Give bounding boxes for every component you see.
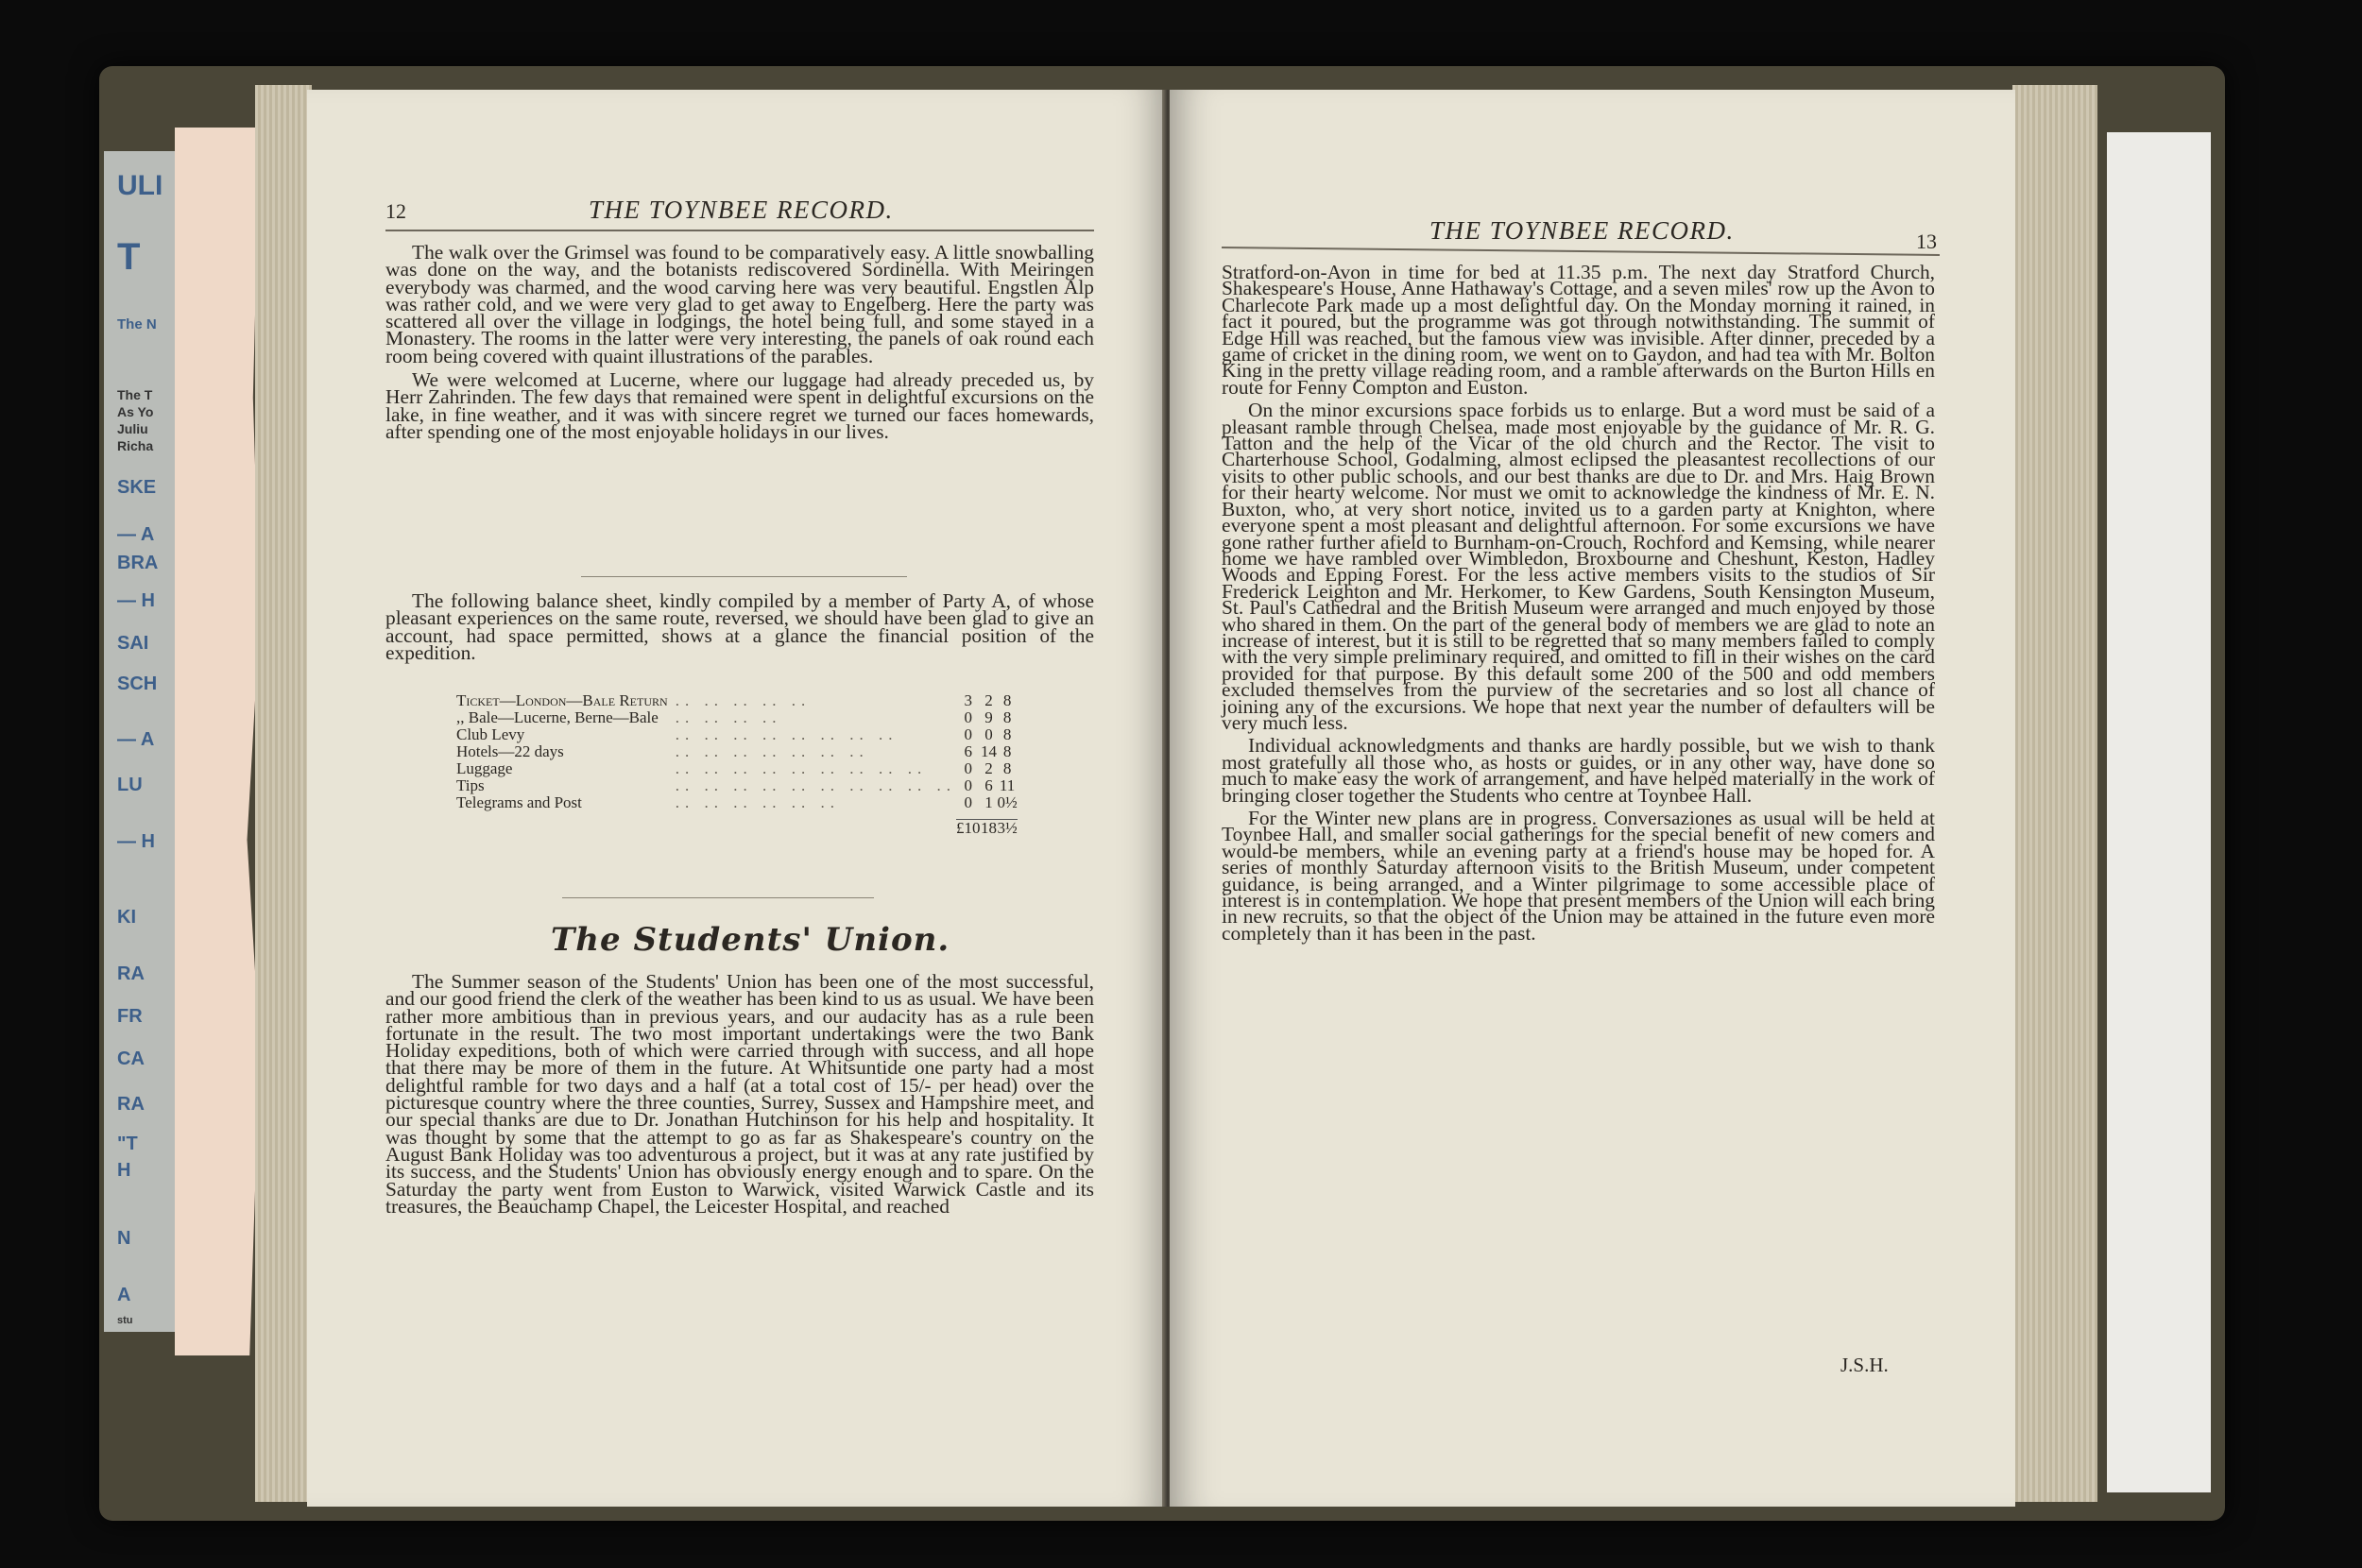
- text-block-top: [385, 241, 1094, 447]
- stub-fragment: T: [117, 236, 141, 278]
- stub-fragment: H: [117, 1160, 131, 1181]
- table-row: Telegrams and Post .. .. .. .. .. .. 0 1 0½: [456, 793, 1018, 811]
- paragraph: The following balance sheet, kindly compiled by a member of Party A, of whose pleasant experiences on the same route, reversed, we should have been glad to give an account, had space permitted, shows at a glance the financial position of the expedition.: [385, 589, 1094, 664]
- torn-pink-paper: [175, 128, 260, 1355]
- page-number: 12: [385, 199, 406, 223]
- stub-fragment: KI: [117, 907, 136, 928]
- table-row: Hotels—22 days .. .. .. .. .. .. .. 6 14 8: [456, 742, 1012, 760]
- stub-fragment: ULI: [117, 170, 163, 201]
- union-text: [385, 970, 1094, 1221]
- stub-fragment: RA: [117, 1094, 145, 1115]
- balance-total-row: [456, 819, 1018, 837]
- stub-fragment: SAI: [117, 633, 149, 654]
- paragraph: The Summer season of the Students' Union has been one of the most successful, and our good friend the clerk of the weather has been kind to us as usual. We have been rather more ambitious than in previous years, and our audacity has as a rule been fortunate in the result. The two most important undertakings were the two Bank Holiday expeditions, both of which were carried through with success, and all hope that there may be more of them in the future. At Whitsuntide one party had a most delightful ramble for two days and a half (at a total cost of 15/- per head) over the picturesque country where the three counties, Surrey, Sussex and Hampshire meet, and our special thanks are due to Dr. Jonathan Hutchinson for his help and hospitality. It was thought by some that the attempt to go as far as Shakespeare's country on the August Bank Holiday was too adventurous a project, but it was at any rate justified by its success, and the Students' Union has obviously energy enough and to spare. On the Saturday the party went from Euston to Warwick, visited Warwick Castle and its treasures, the Beauchamp Chapel, the Leicester Hospital, and reached: [385, 970, 1094, 1218]
- stub-fragment: Juliu: [117, 421, 148, 436]
- paragraph: The walk over the Grimsel was found to be comparatively easy. A little snowballing was done on the way, and the botanists rediscovered Sordinella. With Meiringen everybody was charmed, and the wood carving here was very beautiful. Engstlen Alp was rather cold, and we were very glad to get away to Engelberg. Here the party was scattered all over the village in lodgings, the hotel being full, and some stayed in a Monastery. The rooms in the latter were very interesting, the panels of oak round each room being covered with quaint illustrations of the parables.: [385, 241, 1094, 367]
- right-page: [1170, 90, 2015, 1507]
- stub-fragment: The T: [117, 387, 153, 402]
- stub-fragment: LU: [117, 775, 143, 795]
- stub-fragment: "T: [117, 1133, 138, 1154]
- paragraph: For the Winter new plans are in progress. Conversaziones as usual will be held at Toynbee Hall, and smaller social gatherings for the special benefit of new comers and would-be members, while an evening party at a friend's house may be hoped for. A series of monthly Saturday afternoon visits to the British Museum, under competent guidance, is being arranged, and a Winter pilgrimage to some accessible place of interest is in contemplation. We hope that present members of the Union will each bring in new recruits, so that the object of the Union may be attained in the future even more completely than it has been in the past.: [1222, 807, 1935, 945]
- stub-fragment: Richa: [117, 438, 154, 453]
- table-row: Ticket—London—Bale Return .. .. .. .. .. 3 2 8: [456, 691, 1012, 709]
- head-rule: [385, 230, 1094, 231]
- text-block-right: [1222, 261, 1935, 948]
- balance-sheet: [456, 692, 1018, 837]
- balance-intro: [385, 589, 1094, 668]
- paragraph: Stratford-on-Avon in time for bed at 11.35 p.m. The next day Stratford Church, Shakespeare's House, Anne Hathaway's Cottage, and a seven miles' row up the Avon to Charlecote Park made up a most delightful day. On the Monday morning it rained, in fact it poured, but the programme was got through notwithstanding. The summit of Edge Hill was reached, but the famous view was invisible. After dinner, preceded by a game of cricket in the dining room, we went on to Gaydon, and had tea with Mr. Bolton King in the pretty village reading room, and a ramble afterwards on the Burton Hills en route for Fenny Compton and Euston.: [1222, 261, 1935, 399]
- loose-sheet: [2107, 132, 2211, 1492]
- paragraph: On the minor excursions space forbids us to enlarge. But a word must be said of a pleasant ramble through Chelsea, made most enjoyable by the guidance of Mr. R. G. Tatton and the help of the Vicar of the old church and the Rector. The visit to Charterhouse School, Godalming, almost eclipsed the pleasantest recollections of our visits to other public schools, and our best thanks are due to Dr. and Mrs. Haig Brown for their hearty welcome. Nor must we omit to acknowledge the kindness of Mr. E. N. Buxton, who, at very short notice, invited us to a garden party at Knighton, where everyone spent a most pleasant and delightful afternoon. For some excursions we have gone rather further afield to Burnham-on-Crouch, Rochford and Kemsing, while nearer home we have rambled over Wimbledon, Broxbourne and Cheshunt, Keston, Hadley Woods and Epping Forest. For the less active members visits to the studios of Sir Frederick Leighton and Mr. Herkomer, to Kew Gardens, South Kensington Museum, St. Paul's Cathedral and the British Museum were arranged and much enjoyed by those who shared in them. On the part of the general body of members we are glad to note an increase of interest, but it is still to be regretted that so many members failed to comply with the very simple preliminary required, and omitted to fill in their wishes on the card provided for that purpose. By this default some 200 of the 500 and odd members excluded themselves from the purview of the secretaries and so lost all chance of joining any of the excursions. We hope that next year the number of defaulters will be very much less.: [1222, 399, 1935, 734]
- stub-fragment: SCH: [117, 673, 158, 694]
- total-pounds: £10: [955, 818, 981, 837]
- adjacent-page-stub: [104, 151, 180, 1332]
- section-divider: [562, 897, 874, 898]
- running-head: THE TOYNBEE RECORD.: [1429, 216, 1735, 245]
- stub-fragment: A: [117, 1285, 131, 1305]
- stub-fragment: BRA: [117, 553, 159, 573]
- table-row: Luggage .. .. .. .. .. .. .. .. .. 0 2 8: [456, 759, 1012, 777]
- left-page-edges: [255, 85, 312, 1502]
- stub-fragment: — A: [117, 524, 155, 545]
- stub-fragment: stu: [117, 1315, 133, 1326]
- right-page-edges: [2012, 85, 2097, 1502]
- stub-fragment: SKE: [117, 477, 157, 498]
- table-row: ,, Bale—Lucerne, Berne—Bale .. .. .. .. 0 9 8: [456, 708, 1012, 726]
- stub-fragment: FR: [117, 1006, 143, 1027]
- stub-fragment: — A: [117, 729, 155, 750]
- page-number: 13: [1916, 230, 1937, 253]
- total-pence: 3½: [997, 818, 1018, 837]
- left-page: [307, 90, 1167, 1507]
- paragraph: We were welcomed at Lucerne, where our luggage had already preceded us, by Herr Zahrinden. The few days that remained were spent in delightful excursions on the lake, in fine weather, and it was with sincere regret we turned our faces homewards, after spending one of the most enjoyable holidays in our lives.: [385, 368, 1094, 443]
- section-divider: [581, 576, 907, 577]
- signature-initials: J.S.H.: [1840, 1354, 1889, 1376]
- table-row: Club Levy .. .. .. .. .. .. .. .. 0 0 8: [456, 725, 1012, 743]
- stub-fragment: As Yo: [117, 404, 154, 419]
- table-row: Tips .. .. .. .. .. .. .. .. .. .. 0 6 11: [456, 776, 1016, 794]
- stub-fragment: — H: [117, 831, 155, 852]
- stub-fragment: CA: [117, 1048, 145, 1069]
- head-rule: [1222, 247, 1940, 256]
- stub-fragment: RA: [117, 963, 145, 984]
- total-shillings: 18: [980, 818, 997, 837]
- stub-fragment: N: [117, 1228, 131, 1249]
- section-heading: The Students' Union.: [551, 921, 950, 959]
- stub-fragment: — H: [117, 590, 155, 611]
- running-head: THE TOYNBEE RECORD.: [589, 196, 894, 224]
- stub-fragment: The N: [117, 316, 157, 332]
- paragraph: Individual acknowledgments and thanks are hardly possible, but we wish to thank most gratefully all those who, as hosts or guides, or in any other way, have done so much to make easy the work of arrangement, and have helped materially in the work of bringing closer together the Students who centre at Toynbee Hall.: [1222, 734, 1935, 807]
